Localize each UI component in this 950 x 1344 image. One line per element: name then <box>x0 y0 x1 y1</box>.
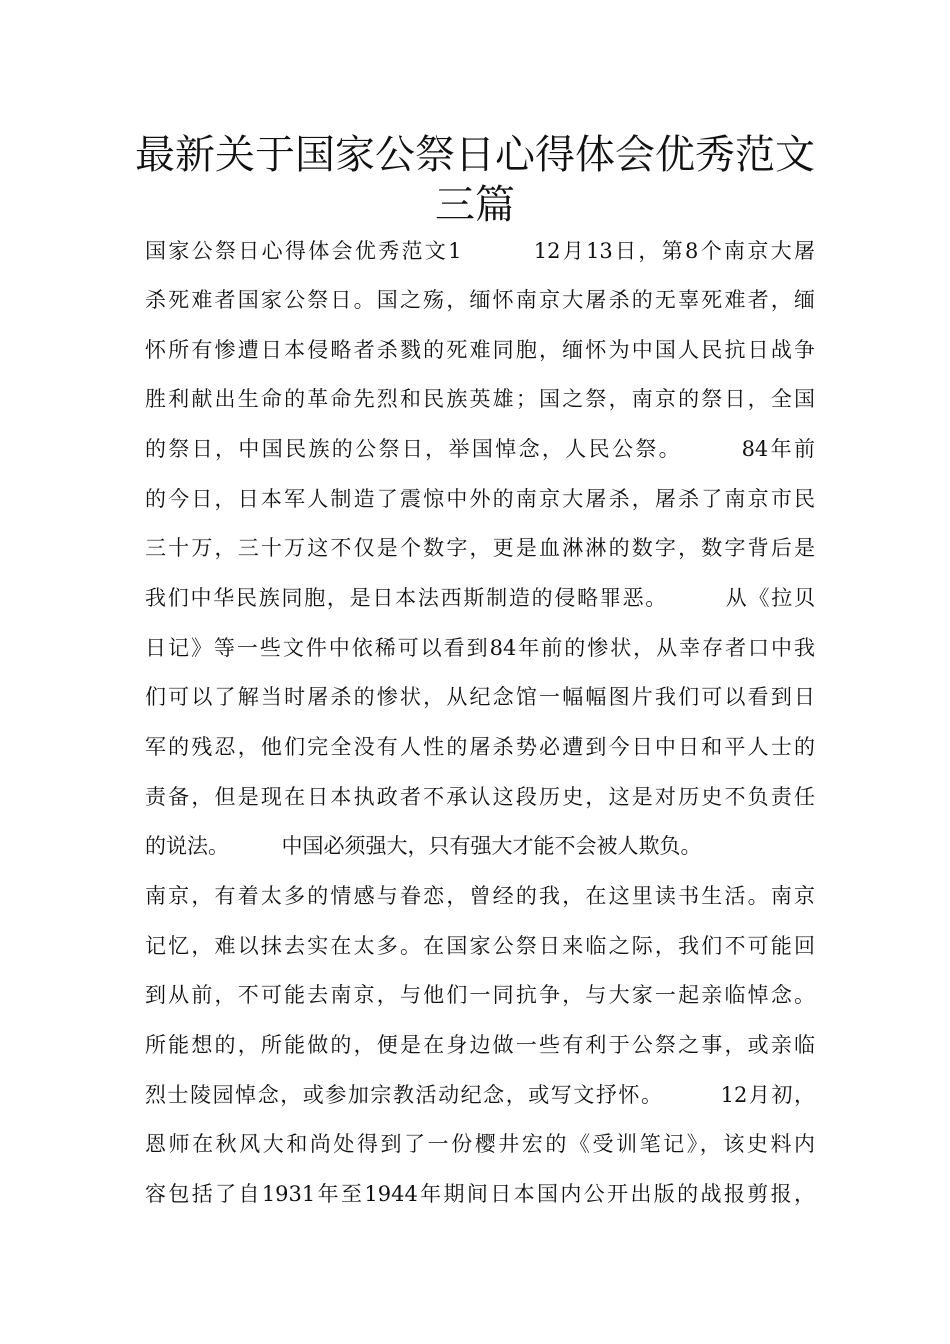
body-line: 的说法。 中国必须强大，只有强大才能不会被人欺负。 <box>145 834 702 858</box>
body-line: 三十万，三十万这不仅是个数字，更是血淋淋的数字，数字背后是 <box>145 536 815 560</box>
body-line: 容包括了自1931年至1944年期间日本国内公开出版的战报剪报， <box>145 1182 815 1206</box>
document-title-line-1: 最新关于国家公祭日心得体会优秀范文 <box>135 132 815 178</box>
body-line: 责备，但是现在日本执政者不承认这段历史，这是对历史不负责任 <box>145 785 815 809</box>
body-line: 日记》等一些文件中依稀可以看到84年前的惨状，从幸存者口中我 <box>145 636 815 660</box>
body-line: 到从前，不可能去南京，与他们一同抗争，与大家一起亲临悼念。 <box>145 983 815 1007</box>
document-title-line-2: 三篇 <box>435 182 515 228</box>
body-line: 的今日，日本军人制造了震惊中外的南京大屠杀，屠杀了南京市民 <box>145 487 815 511</box>
body-line: 杀死难者国家公祭日。国之殇，缅怀南京大屠杀的无辜死难者，缅 <box>145 288 815 312</box>
body-line: 南京，有着太多的情感与眷恋，曾经的我，在这里读书生活。南京 <box>145 884 815 908</box>
body-line: 怀所有惨遭日本侵略者杀戮的死难同胞，缅怀为中国人民抗日战争 <box>145 338 815 362</box>
body-line: 我们中华民族同胞，是日本法西斯制造的侵略罪恶。 从《拉贝 <box>145 586 815 610</box>
body-line: 们可以了解当时屠杀的惨状，从纪念馆一幅幅图片我们可以看到日 <box>145 685 815 709</box>
body-line: 所能想的，所能做的，便是在身边做一些有利于公祭之事，或亲临 <box>145 1033 815 1057</box>
body-line: 的祭日，中国民族的公祭日，举国悼念，人民公祭。 84年前 <box>145 437 815 461</box>
body-line: 烈士陵园悼念，或参加宗教活动纪念，或写文抒怀。 12月初， <box>145 1083 815 1107</box>
body-line: 国家公祭日心得体会优秀范文1 12月13日，第8个南京大屠 <box>145 239 815 263</box>
body-line: 胜利献出生命的革命先烈和民族英雄；国之祭，南京的祭日，全国 <box>145 387 815 411</box>
body-line: 恩师在秋风大和尚处得到了一份樱井宏的《受训笔记》，该史料内 <box>145 1132 815 1156</box>
body-line: 军的残忍，他们完全没有人性的屠杀势必遭到今日中日和平人士的 <box>145 735 815 759</box>
body-line: 记忆，难以抹去实在太多。在国家公祭日来临之际，我们不可能回 <box>145 934 815 958</box>
